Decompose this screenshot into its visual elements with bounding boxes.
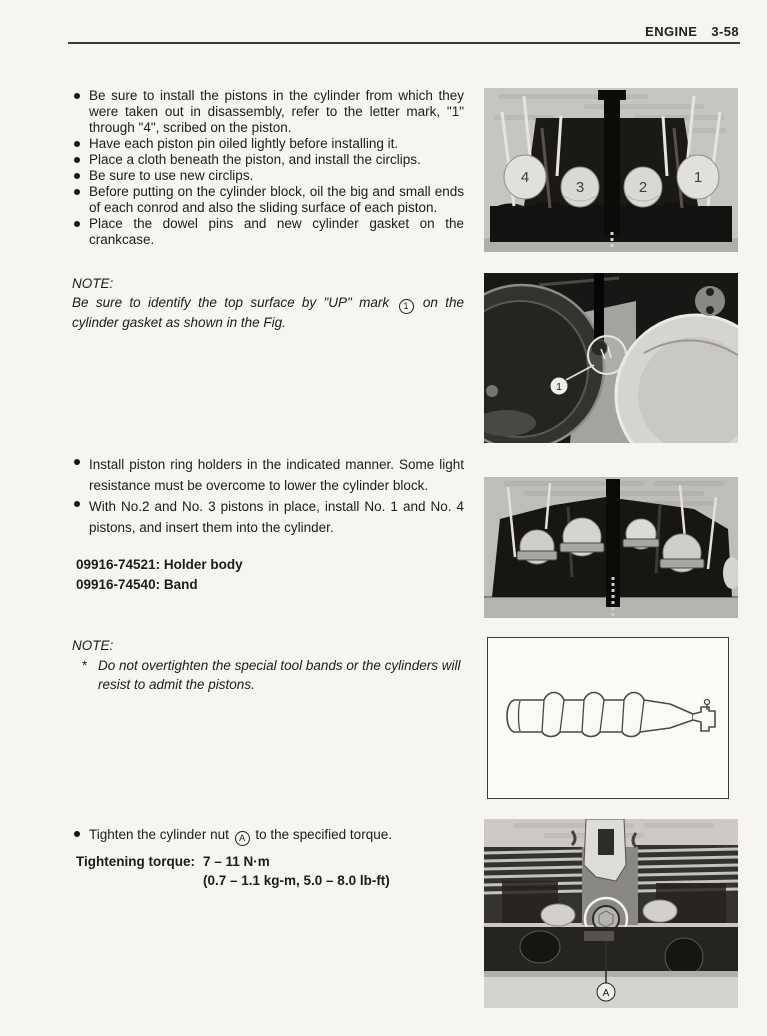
list-item-text: With No.2 and No. 3 pistons in place, install No. 1 and No. 4 pistons, and insert them into the cylinder. (89, 499, 464, 535)
torque-value-alt: (0.7 – 1.1 kg-m, 5.0 – 8.0 lb-ft) (202, 873, 390, 888)
page-header (645, 24, 739, 39)
torque-value-nm: 7 – 11 N·m (202, 854, 270, 869)
list-item (72, 168, 464, 184)
list-item-text: Be sure to install the pistons in the cylinder from which they were taken out in disassembly, refer to the letter mark, "1" through "4", scribed on the piston. (89, 88, 464, 135)
holders-photo-illustration (484, 477, 738, 618)
band-drawing (488, 638, 728, 798)
piston-label-1: 1 (693, 169, 703, 186)
note-text-before: Be sure to identify the top surface by "UP" mark (72, 295, 390, 310)
header-page-number: 3-58 (711, 24, 739, 39)
bullet-icon (74, 141, 80, 147)
torque-spec (72, 852, 468, 890)
note-overtighten (72, 637, 464, 694)
bullet-list-top (72, 88, 464, 248)
tighten-instruction (72, 826, 464, 846)
torque-values (203, 852, 390, 890)
list-item-text: Install piston ring holders in the indicated manner. Some light resistance must be overcome to lower the cylinder block. (89, 457, 464, 493)
note-text-after: on the cylinder gasket as shown in the Fig. (72, 295, 464, 330)
circled-a-marker: A (235, 831, 250, 846)
gasket-photo-illustration (484, 273, 738, 443)
figure-pistons-numbered (484, 88, 738, 252)
stud-bracket (695, 286, 725, 316)
list-item (72, 496, 464, 538)
cam-chain-tower (606, 479, 620, 607)
circled-1-marker: 1 (399, 299, 414, 314)
crankcase-lower (484, 927, 738, 976)
list-item-text: Before putting on the cylinder block, oil the big and small ends of each conrod and also the sliding surface of each piston. (89, 184, 464, 215)
circled-a-callout (597, 983, 615, 1001)
callout-label-1: 1 (556, 382, 562, 393)
bullet-icon (74, 173, 80, 179)
cam-chain-tower (604, 92, 620, 234)
list-item-text: Place the dowel pins and new cylinder gasket on the crankcase. (89, 216, 464, 247)
bullet-icon (74, 459, 80, 465)
list-item-text (89, 826, 464, 846)
figure-band-tool-drawing (487, 637, 729, 799)
bullet-list-middle (72, 454, 464, 538)
list-item (72, 184, 464, 216)
tighten-text-after: to the specified torque. (255, 827, 392, 842)
list-item (72, 152, 464, 168)
note-starred-item (72, 656, 464, 694)
list-item-text: Place a cloth beneath the piston, and install the circlips. (89, 152, 421, 167)
bullet-icon (74, 221, 80, 227)
bullet-icon (74, 189, 80, 195)
piston-label-3: 3 (575, 179, 585, 196)
note-up-mark (72, 275, 464, 332)
tool-holder-body: 09916-74521: Holder body (76, 557, 243, 572)
list-item (72, 454, 464, 496)
stud-rod (594, 273, 604, 343)
tool-band: 09916-74540: Band (76, 577, 198, 592)
piston-label-4: 4 (520, 169, 530, 186)
figure-cylinder-nut-torque (484, 819, 738, 1008)
note-label: NOTE: (72, 638, 114, 653)
list-item (72, 136, 464, 152)
bullet-icon (74, 501, 80, 507)
header-section: ENGINE (645, 24, 698, 39)
figure-ring-holders-installed (484, 477, 738, 618)
bullet-icon (74, 831, 80, 837)
bullet-icon (74, 157, 80, 163)
header-rule (68, 42, 740, 44)
callout-label-a: A (602, 988, 610, 999)
up-mark-highlight-circle (588, 336, 626, 374)
pistons-photo-illustration (484, 88, 738, 252)
tighten-text-before: Tighten the cylinder nut (89, 827, 229, 842)
special-tool-list (72, 555, 468, 595)
note-label: NOTE: (72, 276, 114, 291)
piston-label-2: 2 (638, 179, 648, 196)
list-item (72, 88, 464, 136)
note-text (72, 294, 464, 332)
figure-gasket-up-mark (484, 273, 738, 443)
note-text: Do not overtighten the special tool bands or the cylinders will resist to admit the pistons. (98, 658, 461, 692)
list-item (72, 826, 464, 846)
list-item-text: Be sure to use new circlips. (89, 168, 254, 183)
torque-label: Tightening torque: (76, 854, 195, 869)
asterisk-marker: * (82, 658, 88, 673)
bullet-icon (74, 93, 80, 99)
list-item (72, 216, 464, 248)
circled-1-callout (550, 377, 568, 395)
cylinder-nut-photo-illustration (484, 819, 738, 1008)
list-item-text: Have each piston pin oiled lightly before installing it. (89, 136, 399, 151)
